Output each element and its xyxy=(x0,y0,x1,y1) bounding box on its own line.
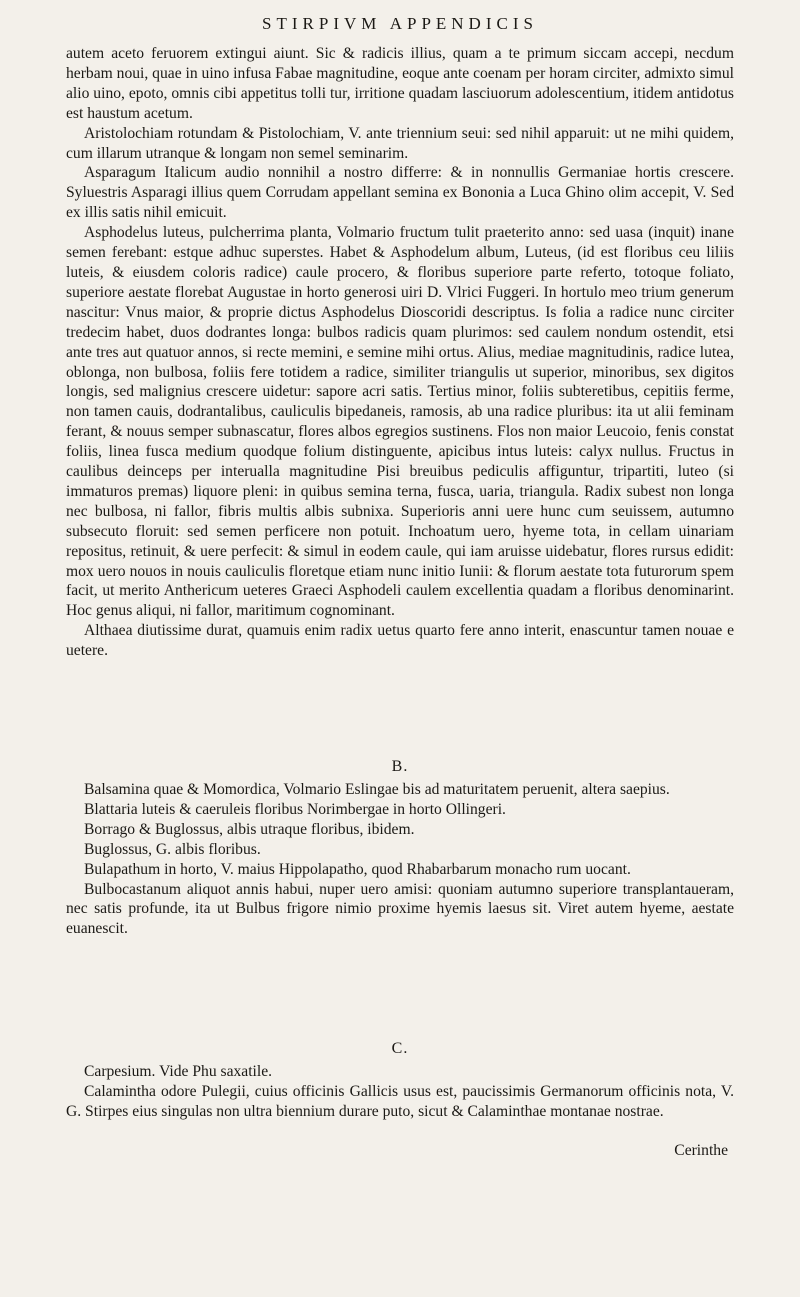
running-head: STIRPIVM APPENDICIS xyxy=(262,14,538,33)
section-c-text xyxy=(66,1062,734,1122)
paragraph: Carpesium. Vide Phu saxatile. xyxy=(84,1063,273,1080)
paragraph: Aristolochiam rotundam & Pistolochiam, V. ante triennium seui: sed nihil apparuit: ut ne mihi quidem, cum illarum utranque & longam non semel seminarim. xyxy=(66,124,734,162)
paragraph: Blattaria luteis & caeruleis floribus Norimbergae in horto Ollingeri. xyxy=(84,800,506,818)
section-a-text xyxy=(66,44,734,661)
paragraph: Balsamina quae & Momordica, Volmario Eslingae bis ad maturitatem peruenit, altera saepius. xyxy=(84,781,670,798)
paragraph: Borrago & Buglossus, albis utraque floribus, ibidem. xyxy=(84,820,415,838)
section-letter-b: B. xyxy=(391,758,409,775)
paragraph: Asphodelus luteus, pulcherrima planta, Volmario fructum tulit praeterito anno: sed uasa (inquit) inane semen ferebant: estque adhuc superstes. Habet & Asphodelum album, Luteus, (id est floribus ceu liliis luteis, & eiusdem coloris radice) caule procero, & floribus superiore parte referto, totoque foliato, superiore aestate florebat Augustae in horto generosi uiri D. Vlrici Fuggeri. In hortulo meo trium generum nascitur: Vnus maior, & proprie dictus Asphodelus Dioscoridi descriptus. Is folia a radice nunc circiter tredecim habet, duos dodrantes longa: bulbos radicis quam plurimos: sed caulem nondum ostendit, etsi ante tres aut quatuor annos, si recte memini, e semine mihi ortus. Alius, mediae magnitudinis, radice lutea, oblonga, non bulbosa, foliis fere totidem a radice, similiter triangulis ut superior, minoribus, sex digitos longis, sed malignius crescere uidetur: sapore acri satis. Tertius minor, foliis subteretibus, cepitiis ferme, non tamen cauis, dodrantalibus, cauliculis bipedaneis, ramosis, ab una radice pluribus: ita ut alii feminam ferant, & nouus semper subnascatur, flores albos egregios sustinens. Flos non maior Leucoio, fenis constat foliis, linea fusca medium quodque folium distinguente, apicibus intus luteis: calyx nullus. Fructus in caulibus deinceps per interualla magnitudine Pisi breuibus pediculis affiguntur, tripartiti, luteo (si immaturos premas) liquore pleni: in quibus semina terna, fusca, uaria, triangula. Radix subest non longa nec bulbosa, ni fallor, fibris multis albis subnixa. Superioris anni uere hunc cum seuissem, autumno subsecuto floruit: sed semen perficere non potuit. Inchoatum uero, hyeme tota, in cellam uinariam repositus, retinuit, & uere perfecit: & simul in eodem caule, qui iam aruisse uidebatur, flores rursus edidit: mox uero nouos in nouis cauliculis floretque etiam nunc initio Iunii: & florum aestate tota futurorum spem facit, ut merito Anthericum ueteres Graeci Asphodeli caulem excellentia quadam a floribus denominarint. Hoc genus aliqui, ni fallor, maritimum cognominant. xyxy=(66,224,734,620)
paragraph: Asparagum Italicum audio nonnihil a nostro differre: & in nonnullis Germaniae hortis crescere. Syluestris Asparagi illius quem Corrudam appellant semina ex Bononia a Luca Ghino olim accepit, V. Sed ex illis satis nihil emicuit. xyxy=(66,164,734,222)
paragraph: Althaea diutissime durat, quamuis enim radix uetus quarto fere anno interit, enascuntur tamen nouae e uetere. xyxy=(66,622,734,660)
paragraph: Bulapathum in horto, V. maius Hippolapatho, quod Rhabarbarum monacho rum uocant. xyxy=(84,860,631,878)
paragraph: Bulbocastanum aliquot annis habui, nuper uero amisi: quoniam autumno superiore transplantaueram, nec satis profunde, ita ut Bulbus frigore nimio proxime hyemis laesus sit. Viret autem hyeme, aestate euanescit. xyxy=(66,880,734,938)
paragraph: autem aceto feruorem extingui aiunt. Sic & radicis illius, quam a te primum siccam accepi, necdum herbam noui, quae in uino infusa Fabae magnitudine, eoque ante coenam per horam circiter, admixto simul alio uino, epoto, omnis cibi appetitus tolli tur, irritione quadam lasciuorum adolescentium, itidem antidotus est haustum acetum. xyxy=(66,45,734,122)
paragraph: Buglossus, G. albis floribus. xyxy=(84,840,261,858)
catchword: Cerinthe xyxy=(674,1142,728,1159)
paragraph: Calamintha odore Pulegii, cuius officinis Gallicis usus est, paucissimis Germanorum officinis nota, V. G. Stirpes eius singulas non ultra biennium durare puto, sicut & Calaminthae montanae nostrae. xyxy=(66,1082,734,1120)
section-letter-c: C. xyxy=(391,1040,409,1057)
section-b-text xyxy=(66,780,734,939)
